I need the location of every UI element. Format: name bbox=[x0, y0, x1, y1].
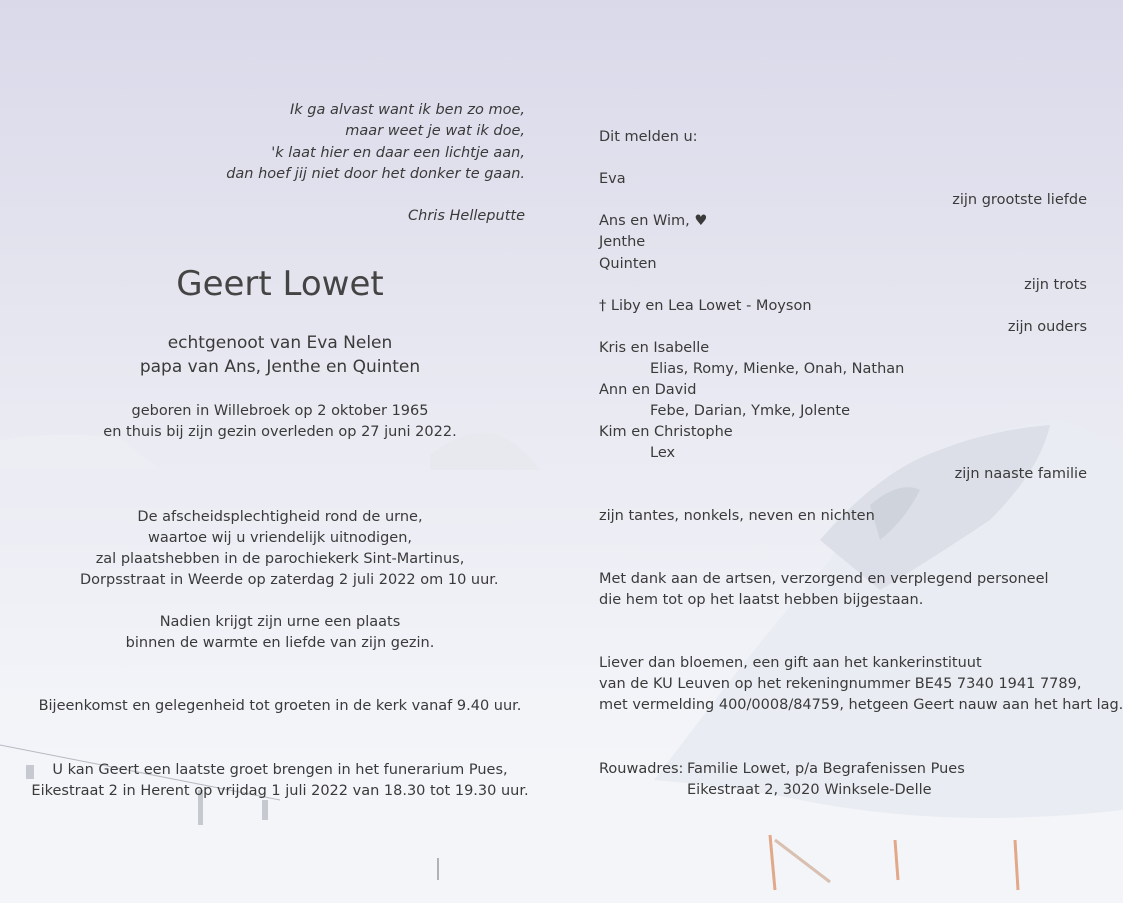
family-couple: Kim en Christophe bbox=[599, 424, 733, 440]
child-name: Ans en Wim, ♥ bbox=[599, 213, 708, 229]
relatives-line: zijn tantes, nonkels, neven en nichten bbox=[599, 508, 875, 524]
thanks-line: Met dank aan de artsen, verzorgend en verplegend personeel bbox=[599, 571, 1049, 587]
spouse-role: zijn grootste liefde bbox=[952, 192, 1087, 208]
deceased-name: Geert Lowet bbox=[176, 264, 384, 304]
children-role: zijn trots bbox=[1024, 277, 1087, 293]
child-name: Quinten bbox=[599, 256, 657, 272]
donation-line: Liever dan bloemen, een gift aan het kankerinstituut bbox=[599, 655, 982, 671]
family-role: zijn naaste familie bbox=[954, 466, 1087, 482]
parents-role: zijn ouders bbox=[1007, 319, 1087, 335]
funeral-home-line: Eikestraat 2 in Herent op vrijdag 1 juli 2022 van 18.30 tot 19.30 uur. bbox=[31, 783, 529, 799]
thanks-line: die hem tot op het laatst hebben bijgestaan. bbox=[599, 592, 924, 608]
funeral-home-line: U kan Geert een laatste groet brengen in het funerarium Pues, bbox=[52, 762, 508, 778]
gathering-line: Bijeenkomst en gelegenheid tot groeten in de kerk vanaf 9.40 uur. bbox=[38, 698, 522, 714]
death-line: en thuis bij zijn gezin overleden op 27 juni 2022. bbox=[103, 424, 457, 440]
urne-line: binnen de warmte en liefde van zijn gezin. bbox=[125, 635, 435, 651]
child-name: Jenthe bbox=[599, 234, 646, 250]
family-couple: Ann en David bbox=[599, 382, 697, 398]
ceremony-line: zal plaatshebben in de parochiekerk Sint-Martinus, bbox=[95, 551, 465, 567]
ceremony-line: Dorpsstraat in Weerde op zaterdag 2 juli 2022 om 10 uur. bbox=[80, 572, 499, 588]
relation-children: papa van Ans, Jenthe en Quinten bbox=[139, 357, 421, 377]
spouse-name: Eva bbox=[599, 171, 626, 187]
ceremony-line: De afscheidsplechtigheid rond de urne, bbox=[137, 509, 423, 525]
donation-line: van de KU Leuven op het rekeningnummer BE45 7340 1941 7789, bbox=[599, 676, 1082, 692]
poem-line: 'k laat hier en daar een lichtje aan, bbox=[271, 145, 525, 161]
ceremony-line: waartoe wij u vriendelijk uitnodigen, bbox=[147, 530, 413, 546]
relation-spouse: echtgenoot van Eva Nelen bbox=[167, 333, 393, 353]
poem-line: Ik ga alvast want ik ben zo moe, bbox=[289, 102, 525, 118]
address-value: Familie Lowet, p/a Begrafenissen Pues bbox=[687, 761, 965, 777]
address-line bbox=[599, 759, 965, 780]
address-street: Eikestraat 2, 3020 Winksele-Delle bbox=[687, 782, 932, 798]
poem-line: maar weet je wat ik doe, bbox=[345, 123, 525, 139]
birth-line: geboren in Willebroek op 2 oktober 1965 bbox=[131, 403, 429, 419]
family-kids: Elias, Romy, Mienke, Onah, Nathan bbox=[650, 361, 905, 377]
announcement-intro: Dit melden u: bbox=[599, 129, 698, 145]
donation-line: met vermelding 400/0008/84759, hetgeen Geert nauw aan het hart lag. bbox=[599, 697, 1123, 713]
parents-name: † Liby en Lea Lowet - Moyson bbox=[599, 298, 812, 314]
address-label: Rouwadres: bbox=[599, 761, 684, 777]
urne-line: Nadien krijgt zijn urne een plaats bbox=[159, 614, 401, 630]
poem-line: dan hoef jij niet door het donker te gaan. bbox=[226, 166, 525, 182]
family-couple: Kris en Isabelle bbox=[599, 340, 710, 356]
family-kids: Febe, Darian, Ymke, Jolente bbox=[650, 403, 851, 419]
family-kids: Lex bbox=[650, 445, 676, 461]
poem-author: Chris Helleputte bbox=[408, 208, 525, 224]
